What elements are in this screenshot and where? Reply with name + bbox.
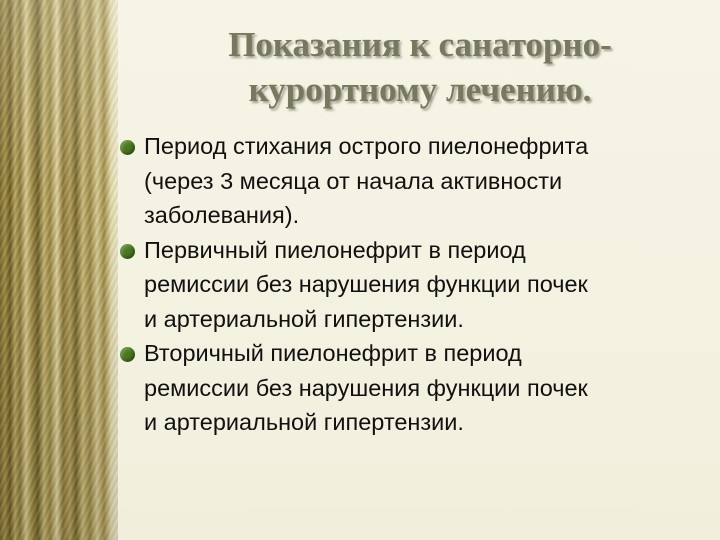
bullet-list xyxy=(120,129,710,440)
bullet-item-2 xyxy=(120,233,710,337)
bullet-2-line-3: и артериальной гипертензии. xyxy=(144,305,464,332)
bullet-3-line-1: Вторичный пиелонефрит в период xyxy=(144,340,522,366)
bullet-icon xyxy=(120,140,135,155)
bullet-1-line-1: Период стихания острого пиелонефрита xyxy=(144,133,589,159)
bullet-1-line-3: заболевания). xyxy=(144,202,300,228)
bullet-item-1 xyxy=(120,129,710,233)
bullet-item-3 xyxy=(120,336,710,440)
slide-title xyxy=(150,22,690,112)
slide-title-line-1: Показания к санаторно- xyxy=(228,25,612,64)
slide-title-line-2: курортному лечению. xyxy=(248,70,592,109)
bullet-icon xyxy=(120,244,135,259)
bullet-3-line-2: ремиссии без нарушения функции почек xyxy=(144,374,588,401)
bullet-3-line-3: и артериальной гипертензии. xyxy=(144,409,464,435)
bullet-1-line-2: (через 3 месяца от начала активности xyxy=(144,167,563,194)
bullet-2-line-1: Первичный пиелонефрит в период xyxy=(144,236,526,263)
bullet-2-line-2: ремиссии без нарушения функции почек xyxy=(144,271,588,297)
bullet-icon xyxy=(120,347,135,362)
decorative-border-shading xyxy=(0,0,118,540)
